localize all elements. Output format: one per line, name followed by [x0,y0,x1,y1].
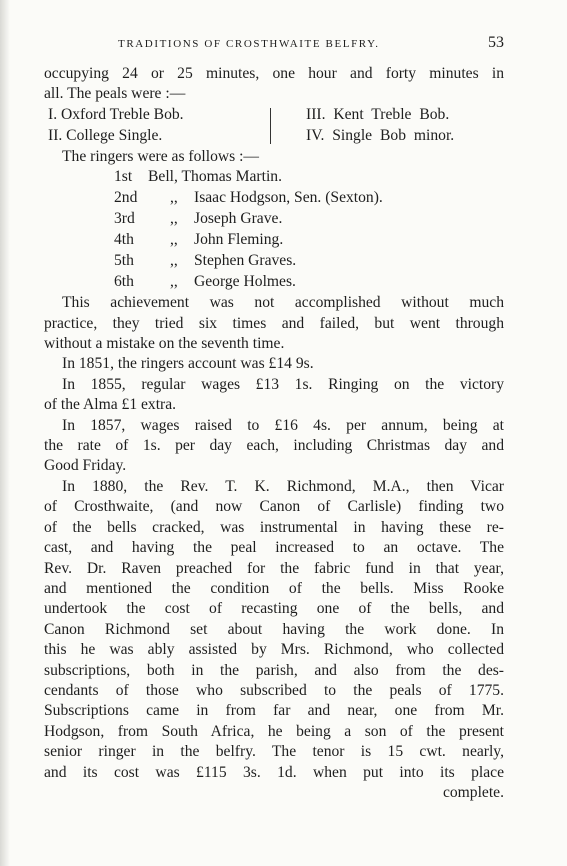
body-text [44,64,504,803]
running-head: TRADITIONS OF CROSTHWAITE BELFRY. [118,38,380,50]
page-header [44,32,504,56]
ringer-ordinal: 1st [114,168,133,186]
text-line: and its cost was £115 3s. 1d. when put into its place [44,763,504,781]
ringer-name: George Holmes. [194,273,296,291]
peal-item: II. College Single. [48,126,163,144]
column-divider [270,108,271,144]
ringer-name: Joseph Grave. [194,210,283,228]
text-line: practice, they tried six times and failed, but went through [44,314,504,332]
text-line: Rev. Dr. Raven preached for the fabric fund in that year, [44,559,504,577]
text-line: and mentioned the condition of the bells. Miss Rooke [44,579,504,597]
text-line: of the bells cracked, was instrumental in having these re- [44,518,504,536]
ringer-ordinal: 6th [114,273,134,291]
text-line: undertook the cost of recasting one of the bells, and [44,600,504,618]
text-line: Good Friday. [44,457,127,475]
text-line: senior ringer in the belfry. The tenor is 15 cwt. nearly, [44,743,504,761]
page-number: 53 [488,34,504,51]
text-line: occupying 24 or 25 minutes, one hour and forty minutes in [44,65,504,82]
ringers-intro: The ringers were as follows :— [62,147,260,165]
text-line: Hodgson, from South Africa, he being a son of the present [44,722,504,740]
ditto-mark: ,, [170,231,178,249]
text-line: this he was ably assisted by Mrs. Richmond, who collected [44,641,504,659]
text-line: In 1880, the Rev. T. K. Richmond, M.A., then Vicar [62,477,504,495]
ringer-ordinal: 5th [114,252,134,270]
ringer-name: Bell, Thomas Martin. [148,168,282,186]
peal-item: IV. Single Bob minor. [306,126,455,144]
ringer-ordinal: 4th [114,231,134,249]
peals-list [44,105,504,147]
text-line: In 1857, wages raised to £16 4s. per annum, being at [62,416,504,434]
text-line: cendants of those who subscribed to the peals of 1775. [44,681,504,699]
text-line: In 1851, the ringers account was £14 9s. [62,355,314,373]
ringers-list [44,167,504,293]
text-line: all. The peals were :— [44,85,186,103]
text-line: Subscriptions came in from far and near, one from Mr. [44,702,504,720]
peal-item: I. Oxford Treble Bob. [48,105,184,123]
text-line: subscriptions, both in the parish, and also from the des- [44,661,504,679]
ringer-ordinal: 2nd [114,189,138,207]
text-line: complete. [442,783,504,801]
text-line: of the Alma £1 extra. [44,396,177,414]
ditto-mark: ,, [170,273,178,291]
ditto-mark: ,, [170,189,178,207]
ringer-name: John Fleming. [194,231,284,249]
text-line: the rate of 1s. per day each, including Christmas day and [44,437,504,455]
peal-item: III. Kent Treble Bob. [306,105,450,123]
text-line: Canon Richmond set about having the work done. In [44,620,504,638]
ditto-mark: ,, [170,210,178,228]
text-line: without a mistake on the seventh time. [44,335,285,353]
ringer-name: Stephen Graves. [194,252,297,270]
text-line: cast, and having the peal increased to an octave. The [44,539,504,557]
ringer-name: Isaac Hodgson, Sen. (Sexton). [194,189,383,207]
text-line: In 1855, regular wages £13 1s. Ringing on the victory [62,375,504,393]
text-line: This achievement was not accomplished without much [62,294,504,312]
ditto-mark: ,, [170,252,178,270]
text-line: of Crosthwaite, (and now Canon of Carlisle) finding two [44,498,504,516]
page-edge-shadow [0,0,10,866]
ringer-ordinal: 3rd [114,210,135,228]
